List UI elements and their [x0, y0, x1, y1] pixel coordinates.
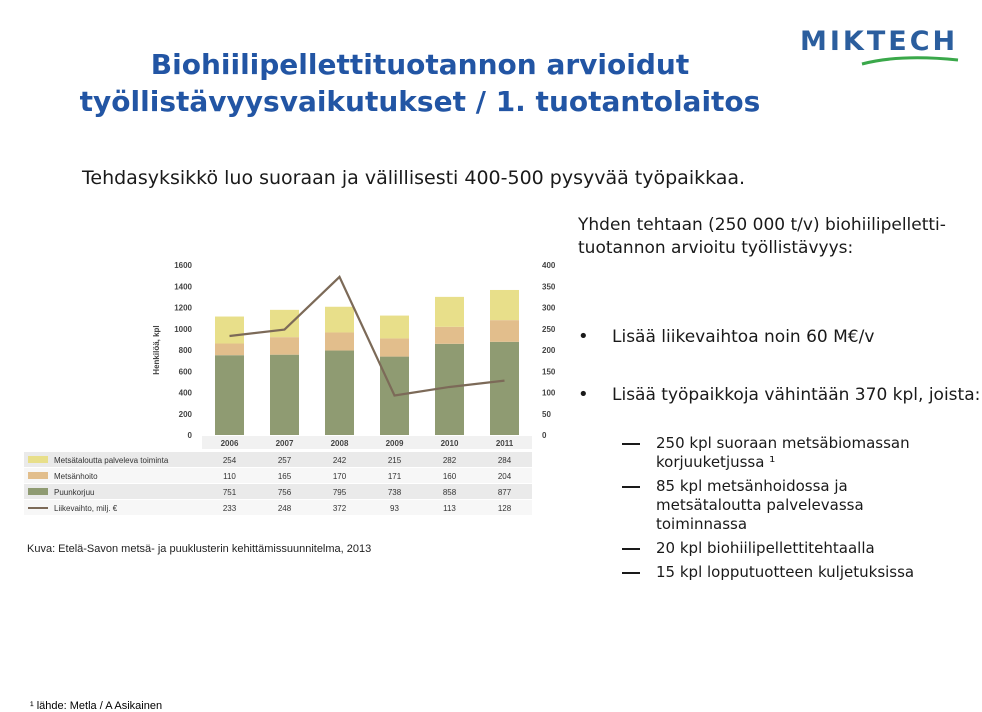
left-axis-tick-label: 1000: [174, 324, 192, 334]
right-axis-tick-label: 150: [542, 367, 556, 377]
bar-segment: [215, 317, 244, 344]
bar-segment: [490, 290, 519, 320]
bar-segment: [325, 307, 354, 333]
bullet-revenue: • Lisää liikevaihtoa noin 60 M€/v: [578, 326, 874, 348]
x-axis-tick-label: 2007: [275, 439, 294, 448]
table-cell: 858: [442, 488, 457, 497]
table-cell: 233: [222, 504, 237, 513]
x-axis-tick-label: 2006: [220, 439, 239, 448]
bar-segment: [270, 310, 299, 337]
bullet-jobs: • Lisää työpaikkoja vähintään 370 kpl, joista:: [578, 384, 982, 406]
table-cell: 113: [443, 504, 456, 513]
right-text-panel: [578, 214, 981, 581]
right-axis-tick-label: 50: [542, 409, 551, 419]
table-cell: 170: [332, 472, 347, 481]
sub-item-transport: 15 kpl lopputuotteen kuljetuksissa: [622, 563, 952, 582]
table-cell: 756: [277, 488, 292, 497]
jobs-sublist: [622, 434, 952, 587]
title-line-2: työllistävyysvaikutukset / 1. tuotantolaitos: [79, 85, 761, 118]
table-cell: 128: [497, 504, 512, 513]
table-cell: 215: [387, 456, 402, 465]
bar-segment: [270, 337, 299, 355]
x-axis-tick-label: 2011: [495, 439, 514, 448]
table-row-label: Puunkorjuu: [54, 488, 95, 497]
right-axis-tick-label: 100: [542, 388, 556, 398]
legend-swatch: [28, 456, 48, 463]
footnote: ¹ lähde: Metla / A Asikainen: [30, 700, 163, 712]
bar-segment: [215, 355, 244, 435]
table-row-label: Liikevaihto, milj. €: [54, 504, 118, 513]
table-cell: 160: [442, 472, 457, 481]
left-axis-tick-label: 1600: [174, 261, 192, 270]
left-axis-tick-label: 0: [187, 431, 192, 440]
left-axis-tick-label: 200: [178, 409, 192, 419]
table-cell: 254: [222, 456, 237, 465]
left-axis-tick-label: 400: [178, 388, 192, 398]
sub-item-silviculture: 85 kpl metsänhoidossa ja metsätaloutta palvelevassa toiminnassa: [622, 477, 952, 534]
left-axis-tick-label: 600: [178, 367, 192, 377]
right-axis-tick-label: 200: [542, 346, 556, 355]
table-cell: 738: [387, 488, 402, 497]
employment-chart: [22, 252, 556, 522]
bar-segment: [325, 332, 354, 350]
table-cell: 284: [497, 456, 512, 465]
bar-segment: [325, 351, 354, 435]
legend-swatch: [28, 472, 48, 479]
table-cell: 795: [332, 488, 347, 497]
right-axis-tick-label: 400: [542, 261, 556, 270]
right-axis-tick-label: 350: [542, 282, 556, 292]
right-axis-tick-label: 0: [542, 431, 547, 440]
bar-segment: [215, 344, 244, 356]
x-axis-tick-label: 2008: [330, 439, 349, 448]
bar-segment: [380, 338, 409, 356]
table-row-label: Metsänhoito: [54, 472, 98, 481]
logo-text: MIKTECH: [800, 26, 959, 57]
x-axis-tick-label: 2010: [440, 439, 459, 448]
table-cell: 242: [332, 456, 347, 465]
slide-title: [60, 46, 780, 120]
title-line-1: Biohiilipellettituotannon arvioidut: [150, 48, 690, 81]
sub-item-harvesting: 250 kpl suoraan metsäbiomassan korjuuketjussa ¹: [622, 434, 952, 472]
bar-segment: [270, 355, 299, 435]
left-axis-label: Henkilöä, kpl: [152, 325, 161, 375]
bar-segment: [490, 320, 519, 342]
table-header-bg: [202, 436, 532, 449]
table-cell: 257: [277, 456, 292, 465]
miktech-logo: [800, 22, 960, 68]
table-cell: 171: [387, 472, 402, 481]
table-cell: 93: [390, 504, 399, 513]
logo-swoosh-icon: [860, 54, 960, 68]
bar-segment: [380, 316, 409, 339]
table-cell: 282: [442, 456, 457, 465]
table-cell: 110: [223, 472, 236, 481]
bar-segment: [435, 297, 464, 327]
chart-svg: [22, 252, 556, 522]
table-cell: 165: [277, 472, 292, 481]
table-row-label: Metsätaloutta palveleva toiminta: [54, 456, 169, 465]
table-cell: 204: [497, 472, 512, 481]
legend-swatch: [28, 488, 48, 495]
table-cell: 751: [222, 488, 237, 497]
bar-segment: [490, 342, 519, 435]
chart-caption: Kuva: Etelä-Savon metsä- ja puuklusterin kehittämissuunnitelma, 2013: [27, 543, 372, 555]
table-cell: 248: [277, 504, 292, 513]
table-cell: 372: [332, 504, 347, 513]
intro-text: Yhden tehtaan (250 000 t/v) biohiilipelletti-tuotannon arvioitu työllistävyys:: [578, 215, 946, 258]
subtitle: Tehdasyksikkö luo suoraan ja välillisesti 400-500 pysyvää työpaikkaa.: [82, 167, 746, 189]
left-axis-tick-label: 1400: [174, 282, 192, 292]
sub-item-factory: 20 kpl biohiilipellettitehtaalla: [622, 539, 952, 558]
left-axis-tick-label: 1200: [174, 303, 192, 313]
right-axis-tick-label: 300: [542, 303, 556, 313]
x-axis-tick-label: 2009: [385, 439, 404, 448]
table-cell: 877: [497, 488, 512, 497]
left-axis-tick-label: 800: [178, 346, 192, 355]
right-axis-tick-label: 250: [542, 324, 556, 334]
bar-segment: [435, 327, 464, 344]
